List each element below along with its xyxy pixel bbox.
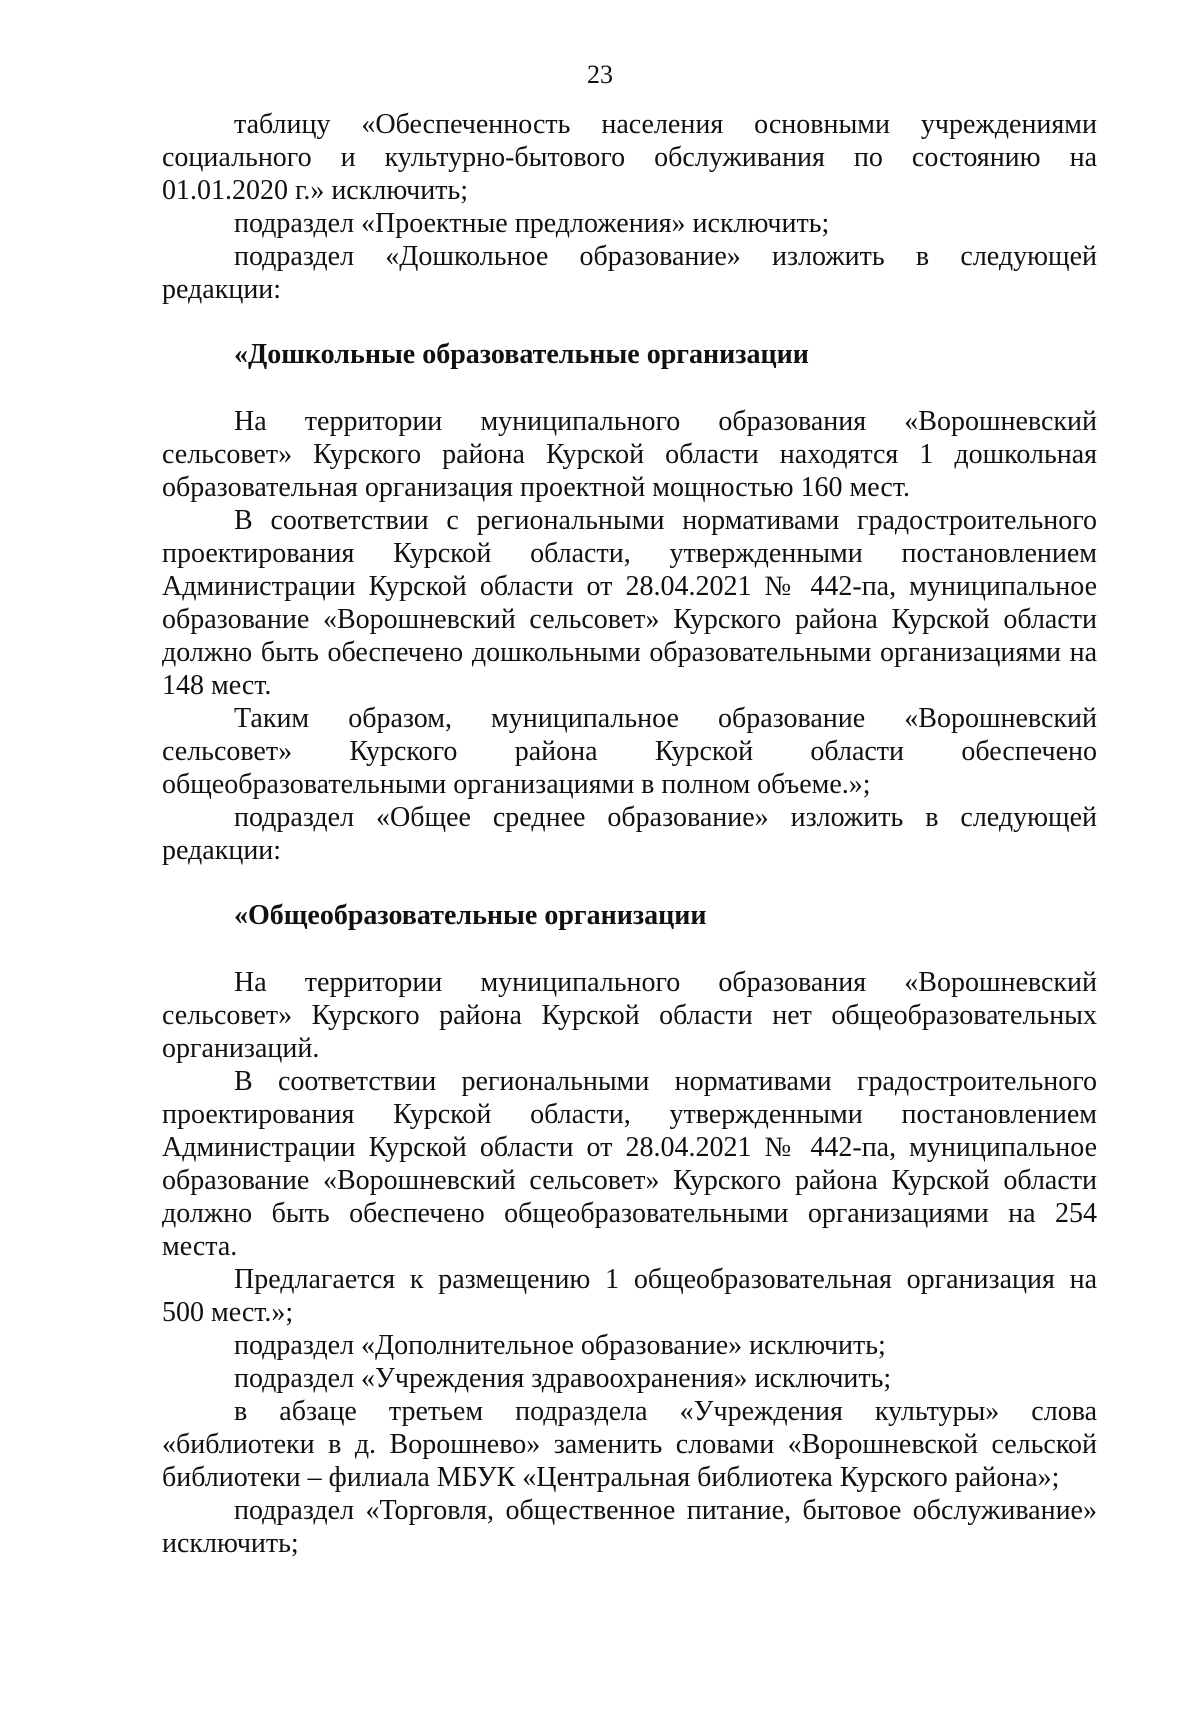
- paragraph-healthcare: подраздел «Учреждения здравоохранения» исключить;: [234, 1363, 892, 1394]
- paragraph-preschool-standards: В соответствии с региональными нормативами градостроительного проектирования Курской области, утвержденными постановлением Администрации Курской области от 28.04.2021 № 442-па, муниципальное образование «Ворошневский сельсовет» Курского района Курской области должно быть обеспечено дошкольными образовательными организациями на 148 мест.: [162, 505, 1097, 701]
- paragraph-table-exclusion: таблицу «Обеспеченность населения основными учреждениями социального и культурно-бытового обслуживания по состоянию на 01.01.2020 г.» исключить;: [162, 109, 1097, 206]
- paragraph-general-education-edition: подраздел «Общее среднее образование» изложить в следующей редакции:: [162, 802, 1097, 866]
- paragraph-general-proposal: Предлагается к размещению 1 общеобразовательная организация на 500 мест.»;: [162, 1264, 1097, 1328]
- paragraph-additional-education: подраздел «Дополнительное образование» исключить;: [234, 1330, 886, 1361]
- page-number: 23: [587, 60, 613, 89]
- paragraph-trade-services: подраздел «Торговля, общественное питание, бытовое обслуживание» исключить;: [162, 1495, 1097, 1559]
- paragraph-general-standards: В соответствии региональными нормативами градостроительного проектирования Курской области, утвержденными постановлением Администрации Курской области от 28.04.2021 № 442-па, муниципальное образование «Ворошневский сельсовет» Курского района Курской области должно быть обеспечено общеобразовательными организациями на 254 места.: [162, 1066, 1097, 1262]
- paragraph-preschool-conclusion: Таким образом, муниципальное образование «Ворошневский сельсовет» Курского района Курской области обеспечено общеобразовательными организациями в полном объеме.»;: [162, 703, 1097, 800]
- paragraph-culture-library: в абзаце третьем подраздела «Учреждения культуры» слова «библиотеки в д. Ворошнево» заменить словами «Ворошневской сельской библиотеки – филиала МБУК «Центральная библиотека Курского района»;: [162, 1396, 1097, 1493]
- document-body: [162, 108, 1097, 1560]
- heading-general-education-organizations: «Общеобразовательные организации: [234, 900, 707, 931]
- paragraph-preschool-edition: подраздел «Дошкольное образование» изложить в следующей редакции:: [162, 241, 1097, 305]
- paragraph-preschool-territory: На территории муниципального образования «Ворошневский сельсовет» Курского района Курской области находятся 1 дошкольная образовательная организация проектной мощностью 160 мест.: [162, 406, 1097, 503]
- heading-preschool-organizations: «Дошкольные образовательные организации: [234, 339, 809, 370]
- paragraph-project-proposals: подраздел «Проектные предложения» исключить;: [234, 208, 830, 239]
- paragraph-general-territory: На территории муниципального образования «Ворошневский сельсовет» Курского района Курской области нет общеобразовательных организаций.: [162, 967, 1097, 1064]
